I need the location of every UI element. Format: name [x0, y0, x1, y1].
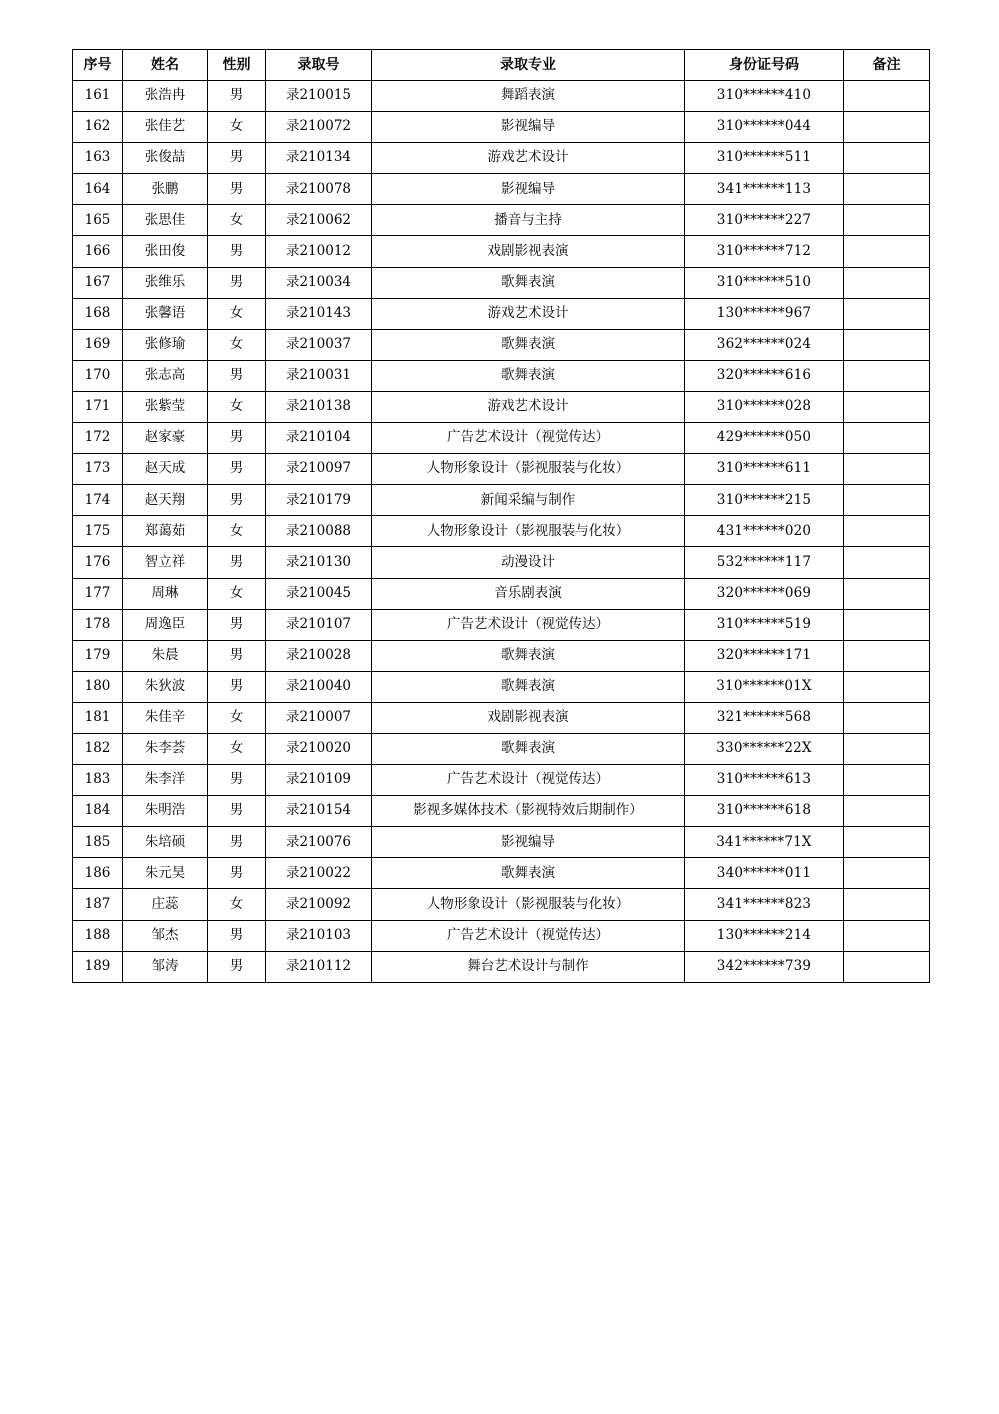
table-row [73, 640, 930, 671]
cell-name: 朱元昊 [123, 858, 208, 889]
cell-gender: 男 [208, 827, 266, 858]
cell-remarks [844, 733, 930, 764]
cell-remarks [844, 796, 930, 827]
header-remarks: 备注 [844, 50, 930, 81]
cell-id-card: 310******215 [685, 485, 844, 516]
cell-index: 164 [73, 174, 123, 205]
cell-index: 170 [73, 360, 123, 391]
table-row [73, 951, 930, 982]
cell-remarks [844, 640, 930, 671]
cell-name: 朱佳辛 [123, 702, 208, 733]
cell-id-card: 320******069 [685, 578, 844, 609]
table-row [73, 454, 930, 485]
cell-admission-no: 录210015 [266, 81, 372, 112]
header-name: 姓名 [123, 50, 208, 81]
table-row [73, 143, 930, 174]
cell-gender: 女 [208, 889, 266, 920]
cell-remarks [844, 765, 930, 796]
cell-index: 175 [73, 516, 123, 547]
cell-id-card: 310******510 [685, 267, 844, 298]
cell-id-card: 310******519 [685, 609, 844, 640]
cell-name: 张鹏 [123, 174, 208, 205]
cell-name: 张浩冉 [123, 81, 208, 112]
cell-id-card: 321******568 [685, 702, 844, 733]
table-row [73, 329, 930, 360]
cell-admission-no: 录210143 [266, 298, 372, 329]
cell-admission-no: 录210076 [266, 827, 372, 858]
cell-remarks [844, 858, 930, 889]
cell-name: 朱李荟 [123, 733, 208, 764]
cell-gender: 男 [208, 267, 266, 298]
cell-name: 张志高 [123, 360, 208, 391]
cell-remarks [844, 360, 930, 391]
cell-name: 周逸臣 [123, 609, 208, 640]
cell-index: 177 [73, 578, 123, 609]
cell-id-card: 330******22X [685, 733, 844, 764]
cell-remarks [844, 423, 930, 454]
cell-gender: 女 [208, 516, 266, 547]
table-row [73, 858, 930, 889]
cell-major: 影视多媒体技术（影视特效后期制作） [372, 796, 685, 827]
cell-gender: 女 [208, 298, 266, 329]
cell-remarks [844, 143, 930, 174]
table-row [73, 889, 930, 920]
cell-index: 185 [73, 827, 123, 858]
cell-index: 168 [73, 298, 123, 329]
cell-major: 影视编导 [372, 112, 685, 143]
table-row [73, 920, 930, 951]
cell-id-card: 341******71X [685, 827, 844, 858]
cell-name: 赵天成 [123, 454, 208, 485]
cell-major: 音乐剧表演 [372, 578, 685, 609]
table-row [73, 81, 930, 112]
cell-remarks [844, 174, 930, 205]
cell-remarks [844, 547, 930, 578]
cell-admission-no: 录210107 [266, 609, 372, 640]
table-row [73, 205, 930, 236]
cell-admission-no: 录210112 [266, 951, 372, 982]
cell-gender: 女 [208, 205, 266, 236]
cell-admission-no: 录210012 [266, 236, 372, 267]
cell-gender: 男 [208, 547, 266, 578]
cell-index: 178 [73, 609, 123, 640]
cell-gender: 男 [208, 236, 266, 267]
cell-id-card: 320******616 [685, 360, 844, 391]
cell-id-card: 429******050 [685, 423, 844, 454]
cell-gender: 男 [208, 609, 266, 640]
cell-major: 播音与主持 [372, 205, 685, 236]
cell-major: 广告艺术设计（视觉传达） [372, 765, 685, 796]
cell-admission-no: 录210138 [266, 391, 372, 422]
cell-gender: 男 [208, 485, 266, 516]
cell-remarks [844, 205, 930, 236]
cell-index: 186 [73, 858, 123, 889]
cell-id-card: 320******171 [685, 640, 844, 671]
cell-admission-no: 录210028 [266, 640, 372, 671]
cell-id-card: 341******113 [685, 174, 844, 205]
cell-id-card: 431******020 [685, 516, 844, 547]
cell-remarks [844, 609, 930, 640]
cell-id-card: 310******410 [685, 81, 844, 112]
cell-major: 戏剧影视表演 [372, 236, 685, 267]
cell-admission-no: 录210072 [266, 112, 372, 143]
cell-major: 歌舞表演 [372, 329, 685, 360]
cell-id-card: 341******823 [685, 889, 844, 920]
cell-gender: 女 [208, 733, 266, 764]
cell-index: 184 [73, 796, 123, 827]
cell-admission-no: 录210007 [266, 702, 372, 733]
table-row [73, 174, 930, 205]
cell-gender: 女 [208, 391, 266, 422]
cell-remarks [844, 920, 930, 951]
cell-gender: 男 [208, 143, 266, 174]
cell-admission-no: 录210088 [266, 516, 372, 547]
cell-id-card: 310******511 [685, 143, 844, 174]
cell-index: 169 [73, 329, 123, 360]
cell-remarks [844, 112, 930, 143]
cell-id-card: 310******044 [685, 112, 844, 143]
cell-name: 张思佳 [123, 205, 208, 236]
cell-admission-no: 录210109 [266, 765, 372, 796]
cell-gender: 女 [208, 112, 266, 143]
cell-index: 189 [73, 951, 123, 982]
cell-remarks [844, 329, 930, 360]
cell-major: 舞台艺术设计与制作 [372, 951, 685, 982]
cell-major: 新闻采编与制作 [372, 485, 685, 516]
cell-major: 歌舞表演 [372, 671, 685, 702]
cell-admission-no: 录210130 [266, 547, 372, 578]
cell-gender: 男 [208, 765, 266, 796]
cell-major: 人物形象设计（影视服装与化妆） [372, 889, 685, 920]
cell-name: 郑蔼茹 [123, 516, 208, 547]
cell-remarks [844, 578, 930, 609]
cell-major: 广告艺术设计（视觉传达） [372, 609, 685, 640]
cell-name: 邹涛 [123, 951, 208, 982]
cell-name: 张修瑜 [123, 329, 208, 360]
cell-name: 智立祥 [123, 547, 208, 578]
table-row [73, 112, 930, 143]
cell-gender: 男 [208, 81, 266, 112]
table-row [73, 796, 930, 827]
cell-name: 张紫莹 [123, 391, 208, 422]
cell-index: 183 [73, 765, 123, 796]
cell-name: 邹杰 [123, 920, 208, 951]
cell-gender: 男 [208, 640, 266, 671]
cell-major: 动漫设计 [372, 547, 685, 578]
cell-gender: 男 [208, 951, 266, 982]
cell-remarks [844, 671, 930, 702]
cell-major: 游戏艺术设计 [372, 298, 685, 329]
cell-remarks [844, 702, 930, 733]
header-id-card: 身份证号码 [685, 50, 844, 81]
header-admission-no: 录取号 [266, 50, 372, 81]
cell-remarks [844, 267, 930, 298]
cell-index: 187 [73, 889, 123, 920]
cell-major: 戏剧影视表演 [372, 702, 685, 733]
cell-index: 167 [73, 267, 123, 298]
table-row [73, 671, 930, 702]
header-index: 序号 [73, 50, 123, 81]
cell-gender: 男 [208, 858, 266, 889]
cell-id-card: 130******214 [685, 920, 844, 951]
cell-id-card: 340******011 [685, 858, 844, 889]
cell-id-card: 342******739 [685, 951, 844, 982]
cell-remarks [844, 827, 930, 858]
cell-gender: 男 [208, 174, 266, 205]
cell-index: 176 [73, 547, 123, 578]
cell-id-card: 310******611 [685, 454, 844, 485]
table-body [73, 81, 930, 983]
cell-index: 166 [73, 236, 123, 267]
cell-index: 163 [73, 143, 123, 174]
cell-major: 歌舞表演 [372, 733, 685, 764]
cell-id-card: 310******028 [685, 391, 844, 422]
cell-name: 张田俊 [123, 236, 208, 267]
cell-admission-no: 录210062 [266, 205, 372, 236]
cell-major: 游戏艺术设计 [372, 143, 685, 174]
cell-major: 歌舞表演 [372, 858, 685, 889]
cell-index: 172 [73, 423, 123, 454]
cell-major: 舞蹈表演 [372, 81, 685, 112]
table-row [73, 765, 930, 796]
cell-index: 173 [73, 454, 123, 485]
table-row [73, 267, 930, 298]
cell-admission-no: 录210097 [266, 454, 372, 485]
cell-remarks [844, 81, 930, 112]
table-row [73, 702, 930, 733]
cell-gender: 男 [208, 671, 266, 702]
cell-admission-no: 录210154 [266, 796, 372, 827]
cell-name: 朱李洋 [123, 765, 208, 796]
cell-id-card: 310******227 [685, 205, 844, 236]
cell-admission-no: 录210037 [266, 329, 372, 360]
cell-admission-no: 录210104 [266, 423, 372, 454]
cell-id-card: 310******613 [685, 765, 844, 796]
cell-remarks [844, 951, 930, 982]
cell-remarks [844, 298, 930, 329]
cell-gender: 男 [208, 454, 266, 485]
table-row [73, 547, 930, 578]
cell-index: 171 [73, 391, 123, 422]
cell-major: 人物形象设计（影视服装与化妆） [372, 516, 685, 547]
header-major: 录取专业 [372, 50, 685, 81]
admission-roster-table [72, 49, 930, 983]
cell-major: 歌舞表演 [372, 267, 685, 298]
cell-id-card: 310******01X [685, 671, 844, 702]
cell-admission-no: 录210078 [266, 174, 372, 205]
cell-remarks [844, 391, 930, 422]
table-row [73, 423, 930, 454]
cell-index: 188 [73, 920, 123, 951]
cell-admission-no: 录210040 [266, 671, 372, 702]
cell-admission-no: 录210045 [266, 578, 372, 609]
cell-remarks [844, 889, 930, 920]
table-row [73, 360, 930, 391]
cell-admission-no: 录210092 [266, 889, 372, 920]
cell-index: 174 [73, 485, 123, 516]
cell-remarks [844, 454, 930, 485]
cell-admission-no: 录210031 [266, 360, 372, 391]
cell-major: 人物形象设计（影视服装与化妆） [372, 454, 685, 485]
cell-major: 广告艺术设计（视觉传达） [372, 920, 685, 951]
table-row [73, 609, 930, 640]
table-row [73, 298, 930, 329]
cell-admission-no: 录210034 [266, 267, 372, 298]
cell-name: 朱明浩 [123, 796, 208, 827]
cell-major: 游戏艺术设计 [372, 391, 685, 422]
cell-name: 张佳艺 [123, 112, 208, 143]
cell-name: 张俊喆 [123, 143, 208, 174]
cell-major: 广告艺术设计（视觉传达） [372, 423, 685, 454]
cell-index: 165 [73, 205, 123, 236]
cell-gender: 男 [208, 423, 266, 454]
cell-admission-no: 录210134 [266, 143, 372, 174]
cell-name: 张维乐 [123, 267, 208, 298]
cell-remarks [844, 236, 930, 267]
cell-name: 赵家豪 [123, 423, 208, 454]
table-row [73, 827, 930, 858]
cell-name: 张馨语 [123, 298, 208, 329]
cell-name: 朱晨 [123, 640, 208, 671]
header-row [73, 50, 930, 81]
cell-remarks [844, 485, 930, 516]
cell-name: 朱培硕 [123, 827, 208, 858]
cell-index: 180 [73, 671, 123, 702]
header-gender: 性别 [208, 50, 266, 81]
cell-name: 朱狄波 [123, 671, 208, 702]
cell-major: 歌舞表演 [372, 640, 685, 671]
table-row [73, 516, 930, 547]
cell-id-card: 532******117 [685, 547, 844, 578]
cell-name: 赵天翔 [123, 485, 208, 516]
cell-name: 周琳 [123, 578, 208, 609]
cell-admission-no: 录210022 [266, 858, 372, 889]
cell-major: 歌舞表演 [372, 360, 685, 391]
cell-index: 181 [73, 702, 123, 733]
cell-admission-no: 录210103 [266, 920, 372, 951]
cell-major: 影视编导 [372, 827, 685, 858]
cell-id-card: 362******024 [685, 329, 844, 360]
cell-gender: 女 [208, 578, 266, 609]
cell-index: 182 [73, 733, 123, 764]
cell-gender: 男 [208, 360, 266, 391]
cell-name: 庄蕊 [123, 889, 208, 920]
table-row [73, 391, 930, 422]
cell-index: 162 [73, 112, 123, 143]
cell-gender: 男 [208, 920, 266, 951]
cell-remarks [844, 516, 930, 547]
cell-gender: 男 [208, 796, 266, 827]
cell-index: 161 [73, 81, 123, 112]
table-row [73, 485, 930, 516]
cell-gender: 女 [208, 329, 266, 360]
cell-id-card: 130******967 [685, 298, 844, 329]
table-row [73, 236, 930, 267]
table-row [73, 578, 930, 609]
cell-id-card: 310******712 [685, 236, 844, 267]
cell-id-card: 310******618 [685, 796, 844, 827]
cell-admission-no: 录210179 [266, 485, 372, 516]
cell-index: 179 [73, 640, 123, 671]
table-row [73, 733, 930, 764]
cell-major: 影视编导 [372, 174, 685, 205]
cell-gender: 女 [208, 702, 266, 733]
table-header [73, 50, 930, 81]
cell-admission-no: 录210020 [266, 733, 372, 764]
